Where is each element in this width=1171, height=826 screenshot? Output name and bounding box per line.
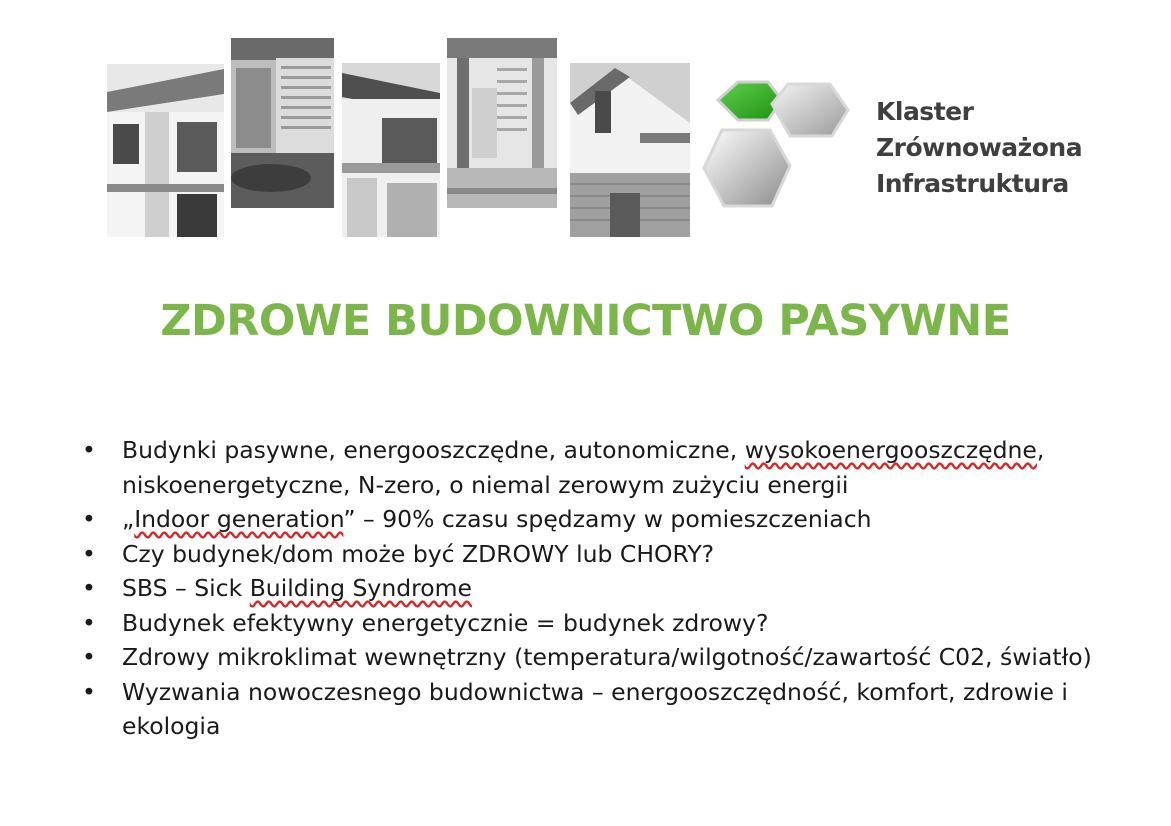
bullet-item xyxy=(82,433,1132,502)
spellcheck-word: Building Syndrome xyxy=(249,574,472,602)
bullet-item xyxy=(82,537,1132,572)
bullet-text: Budynek efektywny energetycznie = budynek zdrowy? xyxy=(122,608,769,637)
bullet-text-rest: ” – 90% czasu spędzamy w pomieszczeniach xyxy=(343,505,872,533)
bullet-text: Budynki pasywne, energooszczędne, autonomiczne, xyxy=(122,436,745,464)
house-photo-2 xyxy=(231,38,334,208)
bullet-dot-icon: • xyxy=(82,643,96,671)
spellcheck-word: wysokoenergooszczędne xyxy=(744,436,1037,464)
house-photo-4 xyxy=(447,38,557,208)
bullet-list xyxy=(82,433,1132,744)
logo-line-3: Infrastruktura xyxy=(876,169,1069,198)
slide-title: ZDROWE BUDOWNICTWO PASYWNE xyxy=(160,296,1011,346)
house-photo-1 xyxy=(107,64,224,237)
header-banner xyxy=(0,0,1171,250)
bullet-text: „ xyxy=(122,505,135,533)
bullet-dot-icon: • xyxy=(82,505,96,533)
bullet-text: Czy budynek/dom może być ZDROWY lub CHORY? xyxy=(122,539,715,568)
logo-line-2: Zrównoważona xyxy=(876,133,1083,162)
bullet-item xyxy=(82,502,1132,537)
bullet-text: Wyzwania nowoczesnego budownictwa – energooszczędność, komfort, zdrowie i ekologia xyxy=(122,677,1068,740)
house-photo-3 xyxy=(342,63,440,237)
bullet-dot-icon: • xyxy=(82,608,96,637)
bullet-item xyxy=(82,675,1132,744)
hexagon-logo xyxy=(700,78,860,218)
bullet-dot-icon: • xyxy=(82,574,96,602)
bullet-item xyxy=(82,640,1132,675)
bullet-text-rest: , niskoenergetyczne, N-zero, o niemal zerowym zużyciu energii xyxy=(122,436,1045,499)
logo-line-1: Klaster xyxy=(876,97,974,126)
bullet-item xyxy=(82,571,1132,606)
bullet-dot-icon: • xyxy=(82,677,96,706)
spellcheck-word: Indoor generation xyxy=(134,505,344,533)
bullet-text: SBS – Sick xyxy=(122,574,250,602)
bullet-dot-icon: • xyxy=(82,436,96,464)
house-photo-5 xyxy=(570,63,690,237)
bullet-text: Zdrowy mikroklimat wewnętrzny (temperatura/wilgotność/zawartość C02, światło) xyxy=(122,643,1092,671)
logo-text xyxy=(876,94,1082,202)
bullet-dot-icon: • xyxy=(82,539,96,568)
bullet-item xyxy=(82,606,1132,641)
